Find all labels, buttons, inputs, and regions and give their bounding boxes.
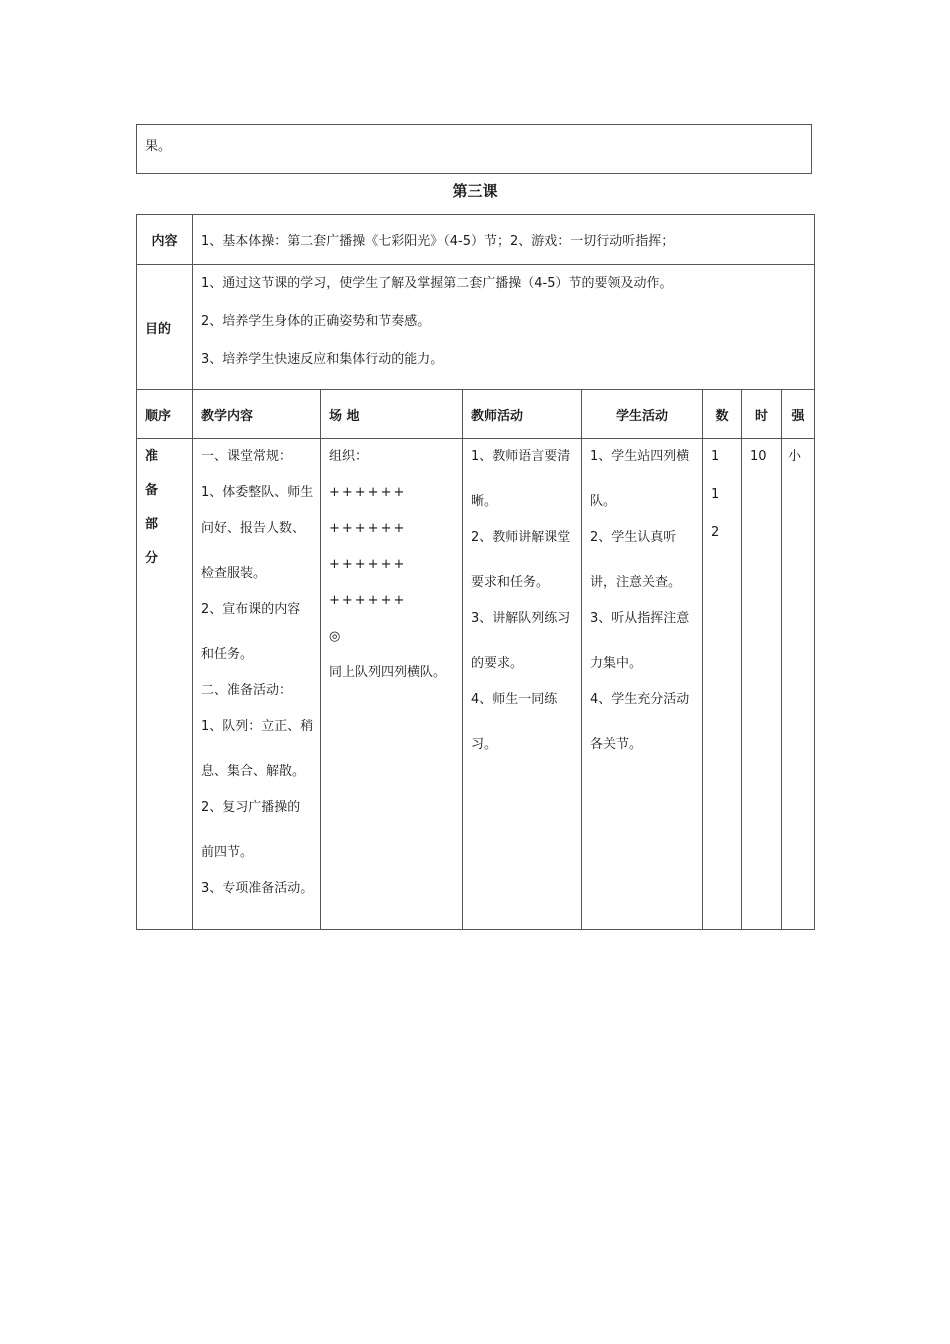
header-student-activity: 学生活动 — [582, 390, 703, 439]
teaching-line: 1、队列：立正、稍 — [201, 719, 314, 734]
teaching-line: 检查服装。 — [201, 566, 267, 581]
header-time: 时 — [742, 390, 782, 439]
prep-section-label — [137, 439, 193, 930]
prep-student-activity — [582, 439, 703, 930]
purpose-label: 目的 — [137, 265, 193, 390]
time-value: 10 — [750, 449, 767, 464]
header-intensity: 强 — [782, 390, 815, 439]
prep-teacher-activity — [463, 439, 582, 930]
teacher-line: 1、教师语言要清 — [471, 449, 571, 464]
venue-teacher-mark: ◎ — [329, 629, 341, 644]
header-teaching-content: 教学内容 — [193, 390, 321, 439]
teaching-line: 1、体委整队、师生 — [201, 485, 314, 500]
teacher-line: 4、师生一同练 — [471, 692, 558, 707]
header-order: 顺序 — [137, 390, 193, 439]
teacher-line: 3、讲解队列练习 — [471, 611, 571, 626]
venue-formation-row: ++++++ — [329, 521, 407, 536]
student-line: 4、学生充分活动 — [590, 692, 690, 707]
purpose-row — [137, 265, 815, 390]
prep-label-char: 部 — [145, 517, 159, 532]
teacher-line: 2、教师讲解课堂 — [471, 530, 571, 545]
purpose-line: 3、培养学生快速反应和集体行动的能力。 — [201, 352, 444, 367]
content-row — [137, 215, 815, 265]
header-teacher-activity: 教师活动 — [463, 390, 582, 439]
teaching-line: 二、准备活动： — [201, 683, 293, 698]
purpose-line: 2、培养学生身体的正确姿势和节奏感。 — [201, 314, 431, 329]
count-value: 1 — [711, 449, 720, 464]
student-line: 力集中。 — [590, 656, 643, 671]
venue-formation-row: ++++++ — [329, 557, 407, 572]
content-text: 1、基本体操：第二套广播操《七彩阳光》（4-5）节；2、游戏：一切行动听指挥； — [193, 215, 815, 265]
venue-formation-row: ++++++ — [329, 593, 407, 608]
teaching-line: 息、集合、解散。 — [201, 764, 306, 779]
header-venue: 场 地 — [321, 390, 463, 439]
venue-formation-row: ++++++ — [329, 485, 407, 500]
header-count: 数 — [703, 390, 742, 439]
intensity-value: 小 — [788, 449, 802, 464]
prep-label-char: 备 — [145, 483, 159, 498]
student-line: 1、学生站四列横 — [590, 449, 690, 464]
header-row — [137, 390, 815, 439]
student-line: 队。 — [590, 494, 617, 509]
prep-section-row — [137, 439, 815, 930]
student-line: 各关节。 — [590, 737, 643, 752]
prep-label-char: 分 — [145, 551, 159, 566]
teacher-line: 习。 — [471, 737, 498, 752]
student-line: 3、听从指挥注意 — [590, 611, 690, 626]
teaching-line: 一、课堂常规： — [201, 449, 293, 464]
student-line: 讲，注意关查。 — [590, 575, 682, 590]
venue-line: 同上队列四列横队。 — [329, 665, 447, 680]
teaching-line: 2、复习广播操的 — [201, 800, 301, 815]
prep-teaching-content — [193, 439, 321, 930]
previous-lesson-box — [136, 124, 812, 174]
student-line: 2、学生认真听 — [590, 530, 677, 545]
teaching-line: 3、专项准备活动。 — [201, 881, 314, 896]
teaching-line: 和任务。 — [201, 647, 254, 662]
teaching-line: 2、宣布课的内容 — [201, 602, 301, 617]
teaching-line: 前四节。 — [201, 845, 254, 860]
prep-intensity — [782, 439, 815, 930]
teacher-line: 要求和任务。 — [471, 575, 550, 590]
prep-time — [742, 439, 782, 930]
previous-lesson-text: 果。 — [145, 139, 172, 154]
purpose-text — [193, 265, 815, 390]
content-label: 内容 — [137, 215, 193, 265]
teacher-line: 晰。 — [471, 494, 498, 509]
venue-line: 组织： — [329, 449, 369, 464]
prep-label-char: 准 — [145, 449, 159, 464]
prep-count — [703, 439, 742, 930]
lesson-title: 第三课 — [452, 182, 498, 200]
teaching-line: 问好、报告人数、 — [201, 521, 306, 536]
teacher-line: 的要求。 — [471, 656, 524, 671]
purpose-line: 1、通过这节课的学习，使学生了解及掌握第二套广播操（4-5）节的要领及动作。 — [201, 276, 673, 291]
count-value: 2 — [711, 525, 720, 540]
prep-venue — [321, 439, 463, 930]
lesson-plan-table — [136, 214, 815, 930]
count-value: 1 — [711, 487, 720, 502]
